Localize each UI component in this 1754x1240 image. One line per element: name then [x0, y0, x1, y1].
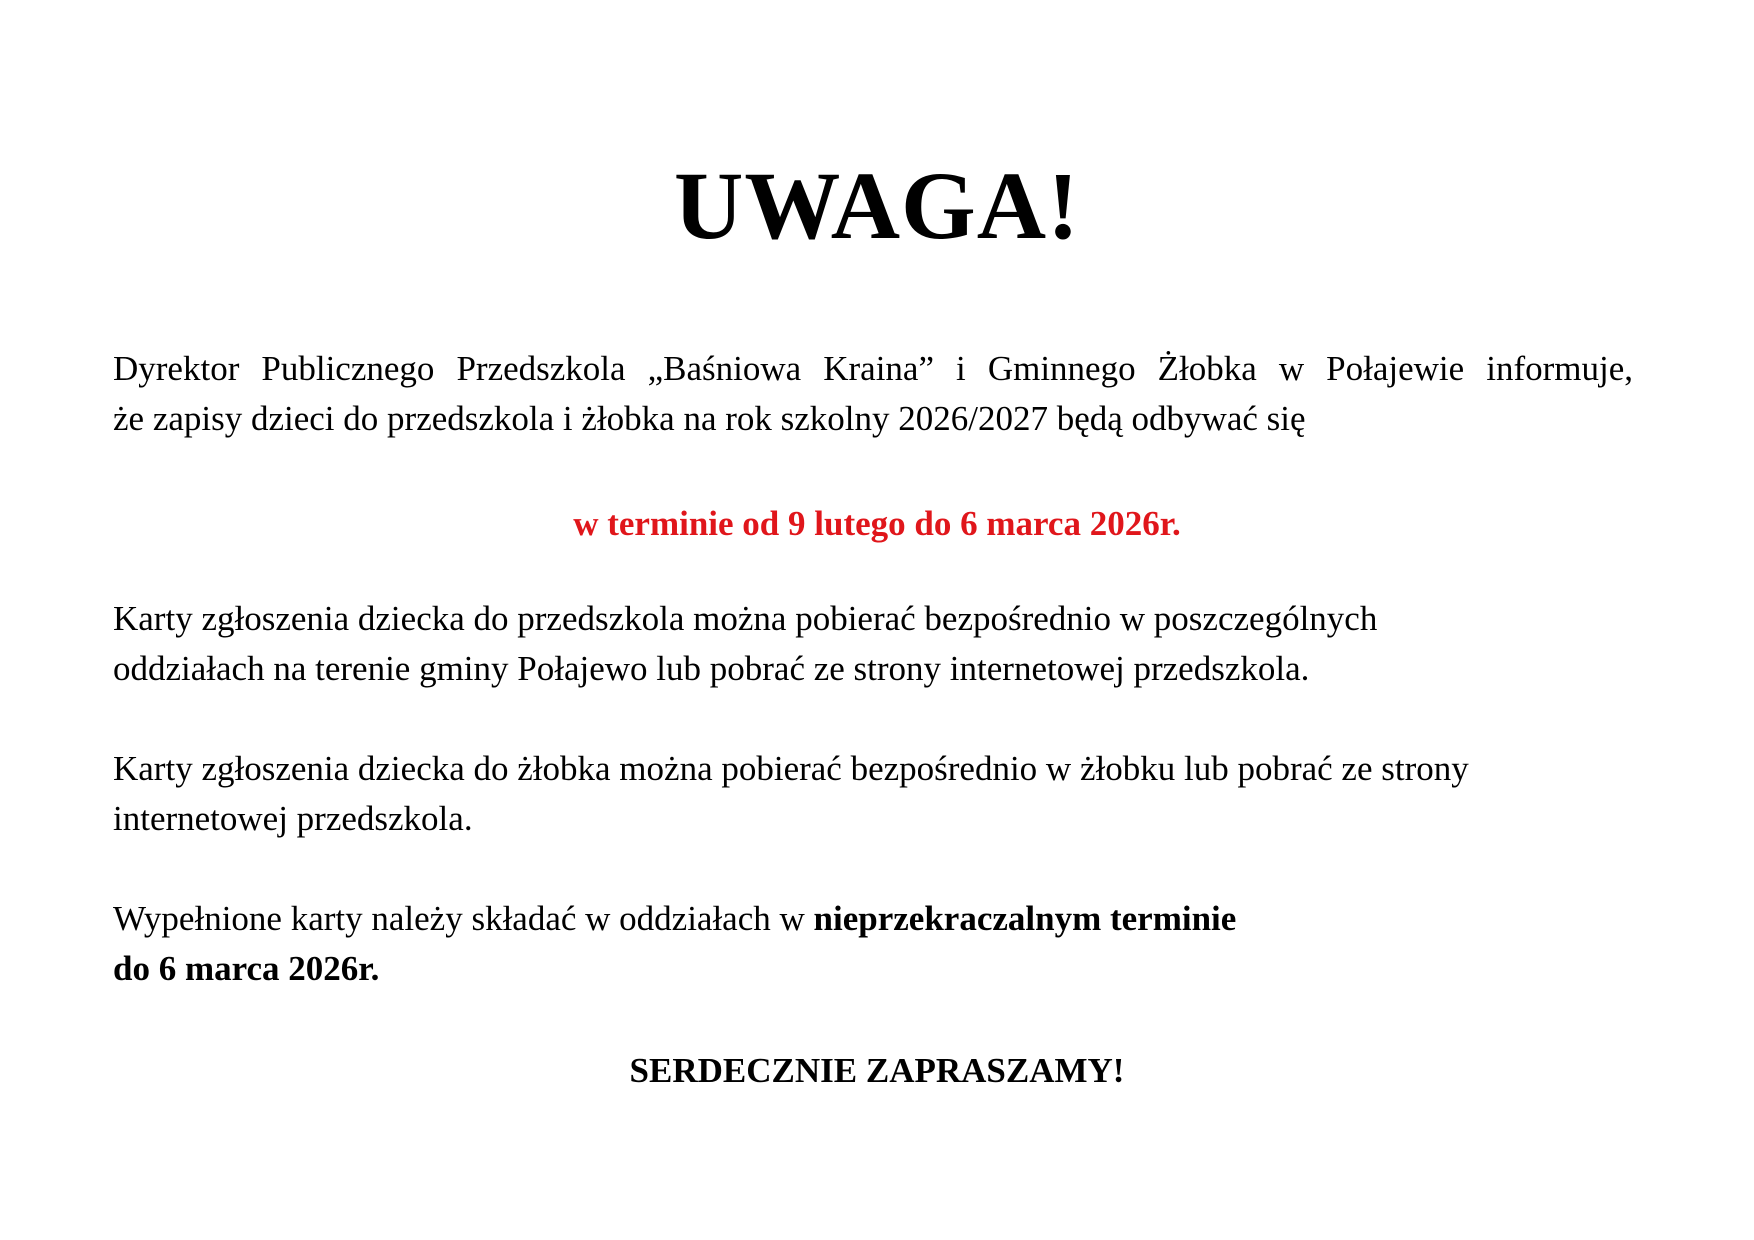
- preschool-cards-line-2: oddziałach na terenie gminy Połajewo lub pobrać ze strony internetowej przedszkola.: [113, 649, 1310, 688]
- intro-paragraph: [113, 344, 1653, 444]
- deadline-bold-text: nieprzekraczalnym terminie: [813, 899, 1237, 938]
- deadline-paragraph: [113, 894, 1653, 994]
- intro-line-2: że zapisy dzieci do przedszkola i żłobka na rok szkolny 2026/2027 będą odbywać się: [113, 399, 1306, 438]
- deadline-date: do 6 marca 2026r.: [113, 949, 380, 988]
- page-title: UWAGA!: [674, 152, 1080, 259]
- nursery-cards-line-1: Karty zgłoszenia dziecka do żłobka można pobierać bezpośrednio w żłobku lub pobrać ze strony: [113, 749, 1469, 788]
- closing-text: SERDECZNIE ZAPRASZAMY!: [629, 1051, 1125, 1090]
- preschool-cards-line-1: Karty zgłoszenia dziecka do przedszkola można pobierać bezpośrednio w poszczególnych: [113, 599, 1378, 638]
- deadline-line-1: [113, 894, 1653, 944]
- intro-line-1: Dyrektor Publicznego Przedszkola „Baśniowa Kraina” i Gminnego Żłobka w Połajewie informuje,: [113, 349, 1633, 388]
- preschool-cards-paragraph: [113, 594, 1653, 694]
- nursery-cards-paragraph: [113, 744, 1653, 844]
- deadline-regular-text: Wypełnione karty należy składać w oddziałach w: [113, 899, 814, 938]
- enrollment-period: w terminie od 9 lutego do 6 marca 2026r.: [573, 504, 1181, 543]
- nursery-cards-line-2: internetowej przedszkola.: [113, 799, 473, 838]
